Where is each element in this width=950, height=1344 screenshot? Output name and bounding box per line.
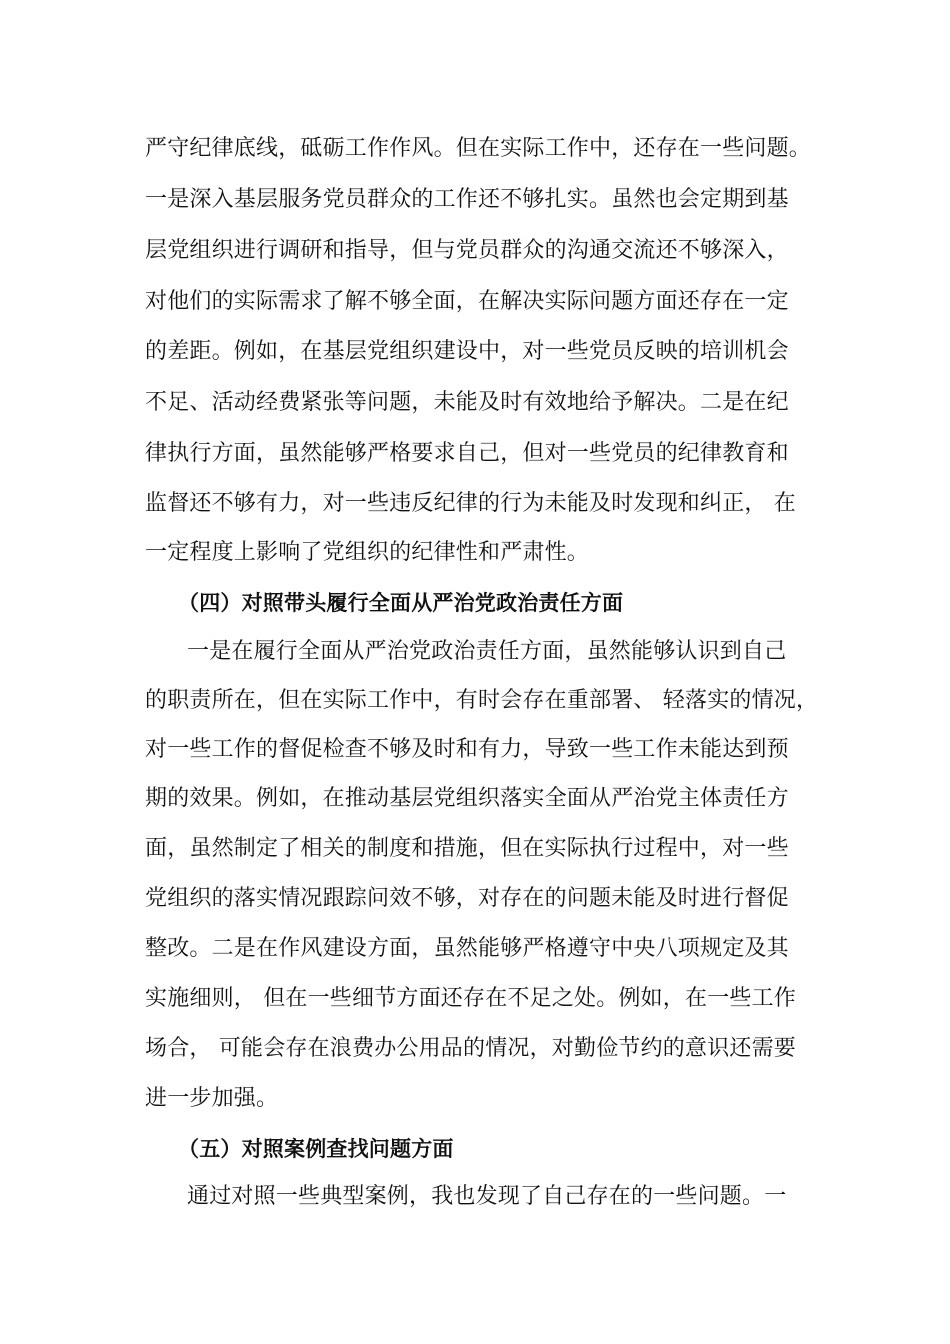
text-line-17: 整改。二是在作风建设方面，虽然能够严格遵守中央八项规定及其 <box>145 936 789 961</box>
text-line-5: 的差距。例如，在基层党组织建设中，对一些党员反映的培训机会 <box>145 339 789 364</box>
text-line-13: 对一些工作的督促检查不够及时和有力，导致一些工作未能达到预 <box>145 737 789 762</box>
text-line-12: 的职责所在，但在实际工作中，有时会存在重部署、 轻落实的情况， <box>145 688 819 713</box>
section-heading-5: （五）对照案例查找问题方面 <box>178 1137 454 1161</box>
text-line-1: 严守纪律底线，砥砺工作作风。但在实际工作中，还存在一些问题。 <box>145 136 812 161</box>
text-line-18: 实施细则， 但在一些细节方面还存在不足之处。例如，在一些工作 <box>145 986 796 1011</box>
text-line-20: 进一步加强。 <box>145 1086 279 1111</box>
text-line-22: 通过对照一些典型案例，我也发现了自己存在的一些问题。一 <box>187 1184 787 1209</box>
text-line-7: 律执行方面，虽然能够严格要求自己，但对一些党员的纪律教育和 <box>145 441 789 466</box>
text-line-19: 场合， 可能会存在浪费办公用品的情况，对勤俭节约的意识还需要 <box>145 1036 796 1061</box>
text-line-16: 党组织的落实情况跟踪问效不够，对存在的问题未能及时进行督促 <box>145 886 789 911</box>
text-line-4: 对他们的实际需求了解不够全面，在解决实际问题方面还存在一定 <box>145 289 789 314</box>
section-heading-4: （四）对照带头履行全面从严治党政治责任方面 <box>178 591 624 615</box>
text-line-8: 监督还不够有力，对一些违反纪律的行为未能及时发现和纠正， 在 <box>145 491 796 516</box>
text-line-9: 一定程度上影响了党组织的纪律性和严肃性。 <box>145 540 590 565</box>
text-line-11: 一是在履行全面从严治党政治责任方面，虽然能够认识到自己 <box>187 639 787 664</box>
text-line-15: 面，虽然制定了相关的制度和措施，但在实际执行过程中，对一些 <box>145 836 789 861</box>
text-line-2: 一是深入基层服务党员群众的工作还不够扎实。虽然也会定期到基 <box>145 187 789 212</box>
text-line-6: 不足、活动经费紧张等问题，未能及时有效地给予解决。二是在纪 <box>145 390 789 415</box>
text-line-3: 层党组织进行调研和指导，但与党员群众的沟通交流还不够深入， <box>145 238 789 263</box>
text-line-14: 期的效果。例如，在推动基层党组织落实全面从严治党主体责任方 <box>145 786 789 811</box>
